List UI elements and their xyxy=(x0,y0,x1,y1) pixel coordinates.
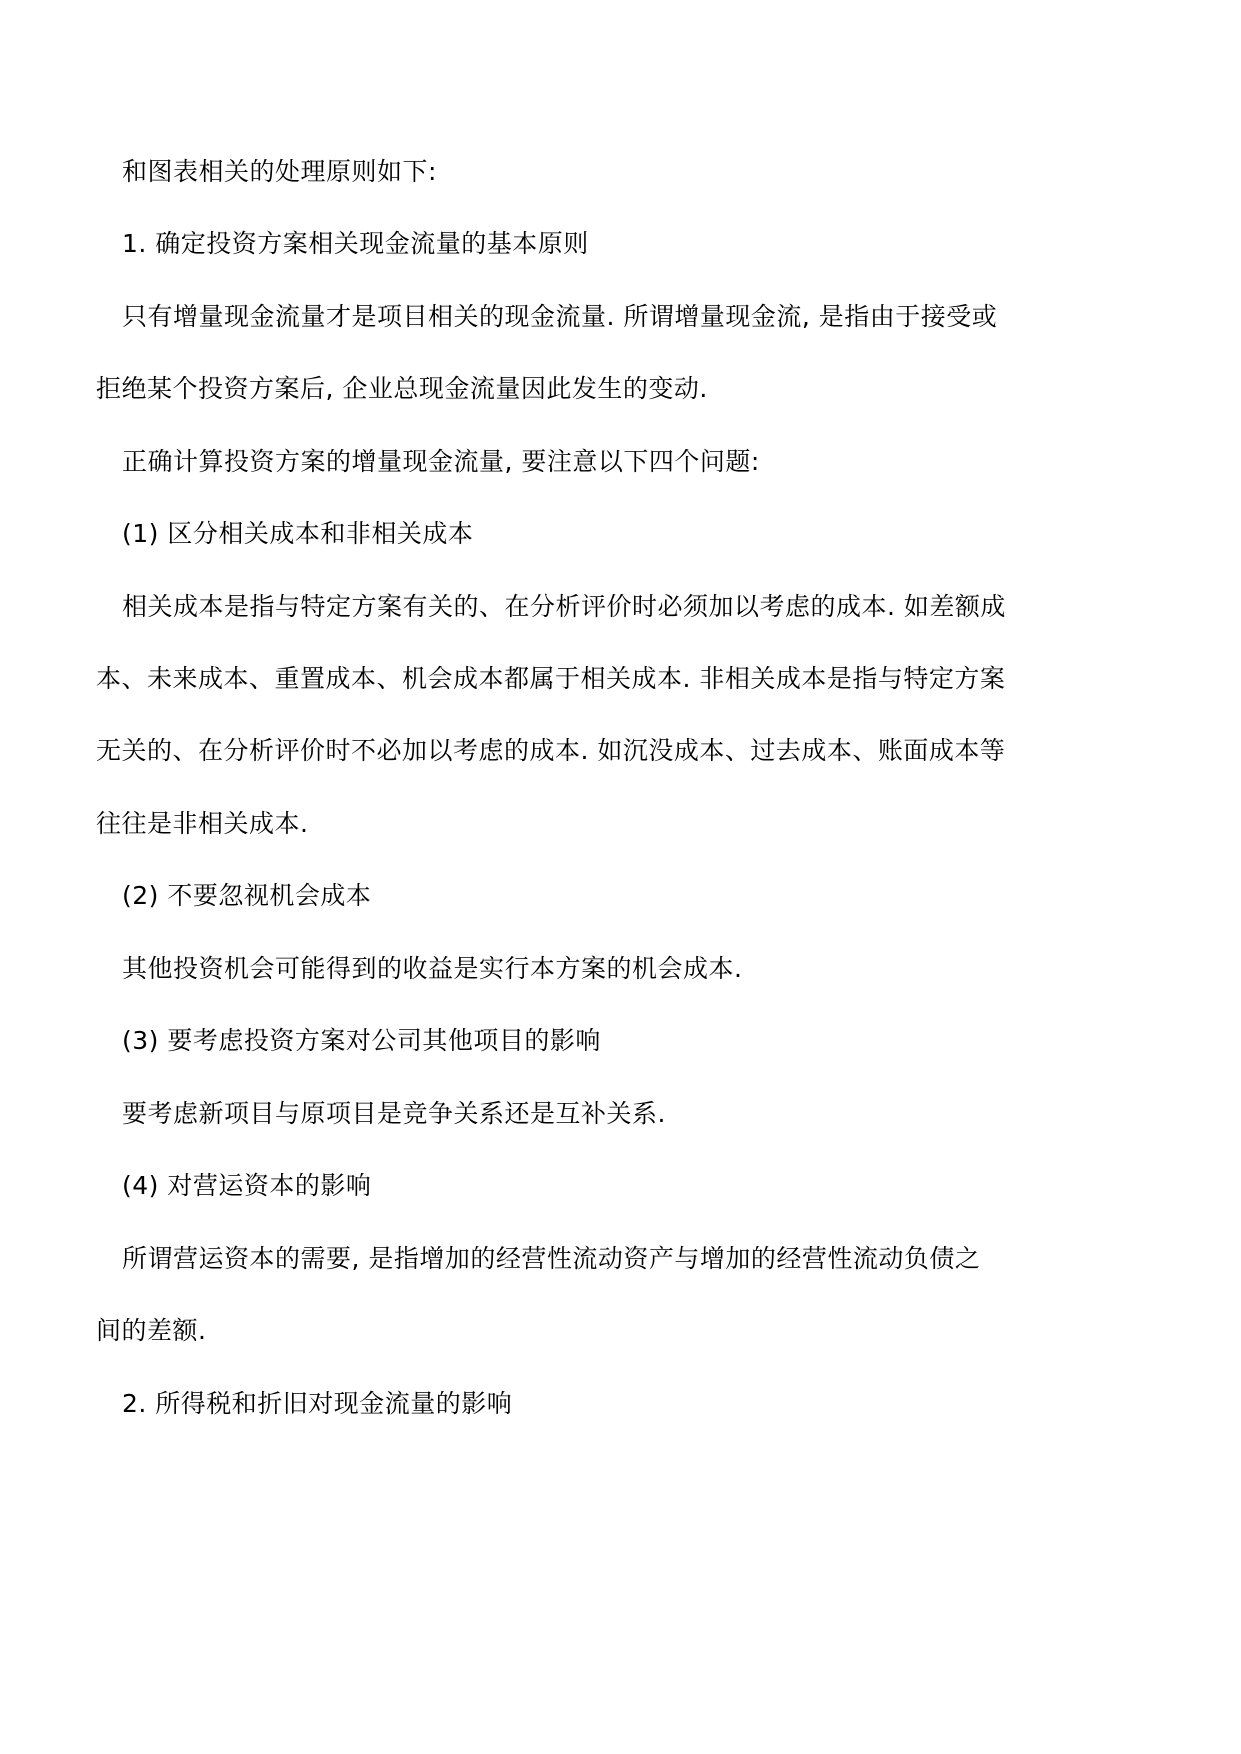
paragraph-relevant-cost-line-2: 本、未来成本、重置成本、机会成本都属于相关成本. 非相关成本是指与特定方案 xyxy=(96,664,1006,693)
subheading-3: (3) 要考虑投资方案对公司其他项目的影响 xyxy=(122,1026,601,1055)
subheading-1: (1) 区分相关成本和非相关成本 xyxy=(122,519,474,548)
subheading-2: (2) 不要忽视机会成本 xyxy=(122,881,372,910)
paragraph-incremental-cashflow-line-1: 只有增量现金流量才是项目相关的现金流量. 所谓增量现金流, 是指由于接受或 xyxy=(122,302,998,331)
paragraph-working-capital-line-1: 所谓营运资本的需要, 是指增加的经营性流动资产与增加的经营性流动负债之 xyxy=(122,1244,981,1273)
paragraph-project-relation: 要考虑新项目与原项目是竞争关系还是互补关系. xyxy=(122,1099,666,1128)
paragraph-opportunity-cost: 其他投资机会可能得到的收益是实行本方案的机会成本. xyxy=(122,954,743,983)
paragraph-working-capital-line-2: 间的差额. xyxy=(96,1316,207,1345)
paragraph-four-issues: 正确计算投资方案的增量现金流量, 要注意以下四个问题: xyxy=(122,447,760,476)
paragraph-relevant-cost-line-4: 往往是非相关成本. xyxy=(96,809,309,838)
heading-section-1: 1. 确定投资方案相关现金流量的基本原则 xyxy=(122,229,589,258)
paragraph-relevant-cost-line-1: 相关成本是指与特定方案有关的、在分析评价时必须加以考虑的成本. 如差额成 xyxy=(122,592,1006,621)
paragraph-relevant-cost-line-3: 无关的、在分析评价时不必加以考虑的成本. 如沉没成本、过去成本、账面成本等 xyxy=(96,736,1006,765)
subheading-4: (4) 对营运资本的影响 xyxy=(122,1171,372,1200)
paragraph-intro: 和图表相关的处理原则如下: xyxy=(122,157,437,186)
heading-section-2: 2. 所得税和折旧对现金流量的影响 xyxy=(122,1389,513,1418)
paragraph-incremental-cashflow-line-2: 拒绝某个投资方案后, 企业总现金流量因此发生的变动. xyxy=(96,374,708,403)
